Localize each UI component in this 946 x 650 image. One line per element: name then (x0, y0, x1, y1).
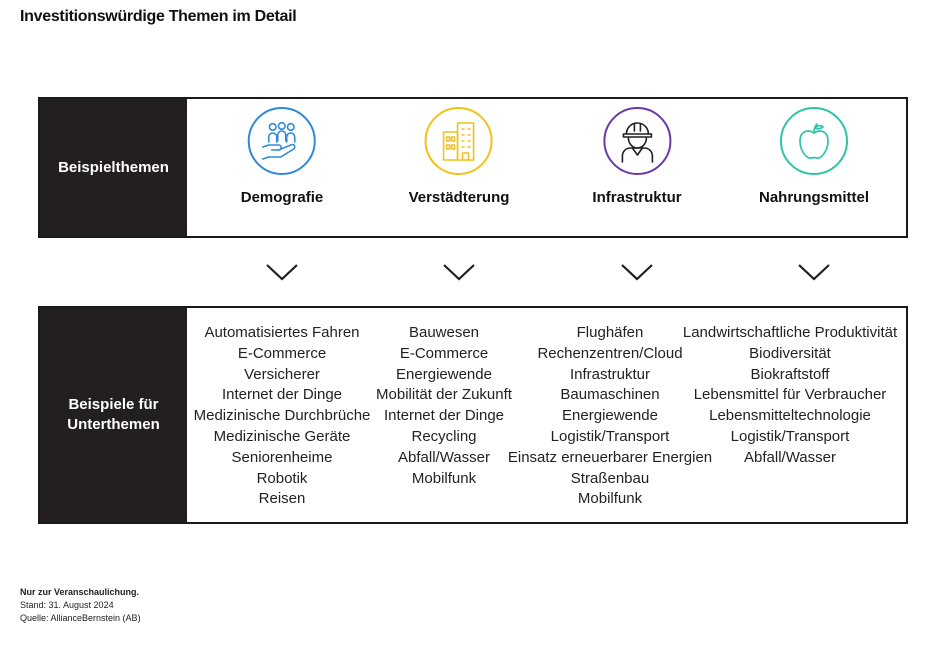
theme-icon-circle (780, 107, 848, 175)
subthemes-row (187, 308, 906, 522)
subthemes-column-demografie (194, 308, 371, 522)
footnote-source: Quelle: AllianceBernstein (AB) (20, 613, 141, 623)
themes-panel (38, 97, 908, 238)
people-hand-icon (260, 121, 304, 161)
theme-name: Verstädterung (408, 189, 510, 206)
theme-nahrungsmittel (759, 99, 869, 236)
subtheme-item: Logistik/Transport (730, 427, 850, 445)
chevron-down-icon (797, 262, 831, 282)
subtheme-item: Lebensmittel für Verbraucher (693, 386, 887, 404)
themes-row (187, 99, 906, 236)
subtheme-item: Abfall/Wasser (398, 448, 490, 466)
subtheme-item: Landwirtschaftliche Produktivität (682, 324, 898, 341)
subtheme-item: E-Commerce (399, 344, 489, 362)
chevron-down-icon (620, 262, 654, 282)
subtheme-item: Medizinische Geräte (213, 427, 351, 445)
chevron-down-icon (265, 262, 299, 282)
worker-helmet-icon (617, 119, 657, 163)
subthemes-column-infrastruktur (508, 308, 712, 522)
subtheme-item: Lebensmitteltechnologie (709, 407, 871, 425)
subtheme-item: Seniorenheime (231, 448, 333, 466)
subtheme-item: Bauwesen (408, 324, 480, 341)
theme-icon-circle (425, 107, 493, 175)
subtheme-item: Biokraftstoff (750, 365, 830, 383)
subtheme-item: Straßenbau (570, 469, 650, 487)
themes-panel-label: Beispielthemen (40, 99, 187, 236)
subtheme-item: Internet der Dinge (221, 386, 343, 404)
theme-name: Demografie (240, 189, 324, 206)
theme-name: Infrastruktur (592, 189, 682, 206)
page-title: Investitionswürdige Themen im Detail (20, 8, 297, 25)
theme-icon-circle (603, 107, 671, 175)
subtheme-item: Mobilfunk (577, 490, 643, 508)
subtheme-item: Mobilfunk (411, 469, 477, 487)
footnote-illustration: Nur zur Veranschaulichung. (20, 587, 140, 597)
subthemes-column-verstaedterung (376, 308, 512, 522)
chevron-down-icon (442, 262, 476, 282)
building-icon (439, 120, 479, 162)
footnote-date: Stand: 31. August 2024 (20, 600, 114, 610)
subtheme-item: Logistik/Transport (550, 427, 670, 445)
subtheme-item: Abfall/Wasser (744, 448, 836, 466)
theme-verstaedterung (409, 99, 510, 236)
subtheme-item: Mobilität der Zukunft (376, 386, 512, 404)
theme-name: Nahrungsmittel (758, 189, 870, 206)
subtheme-item: Medizinische Durchbrüche (193, 407, 371, 425)
theme-icon-circle (248, 107, 316, 175)
subtheme-item: Einsatz erneuerbarer Energien (507, 448, 713, 466)
subtheme-item: Automatisiertes Fahren (204, 324, 360, 341)
theme-infrastruktur (592, 99, 681, 236)
subtheme-item: Biodiversität (749, 344, 831, 362)
subtheme-item: Internet der Dinge (383, 407, 505, 425)
subtheme-item: Energiewende (562, 407, 658, 425)
subtheme-item: Rechenzentren/Cloud (537, 344, 683, 362)
subthemes-panel (38, 306, 908, 524)
subtheme-item: Infrastruktur (569, 365, 651, 383)
subtheme-item: Energiewende (396, 365, 492, 383)
theme-demografie (241, 99, 324, 236)
subtheme-item: Versicherer (244, 365, 320, 383)
subthemes-panel-label: Beispiele für Unterthemen (40, 308, 187, 522)
apple-icon (796, 121, 832, 161)
subthemes-column-nahrungsmittel (683, 308, 897, 522)
subtheme-item: Flughäfen (576, 324, 644, 341)
subtheme-item: Robotik (256, 469, 308, 487)
subtheme-item: E-Commerce (237, 344, 327, 362)
subtheme-item: Baumaschinen (560, 386, 660, 404)
subtheme-item: Recycling (411, 427, 477, 445)
subtheme-item: Reisen (258, 490, 306, 508)
